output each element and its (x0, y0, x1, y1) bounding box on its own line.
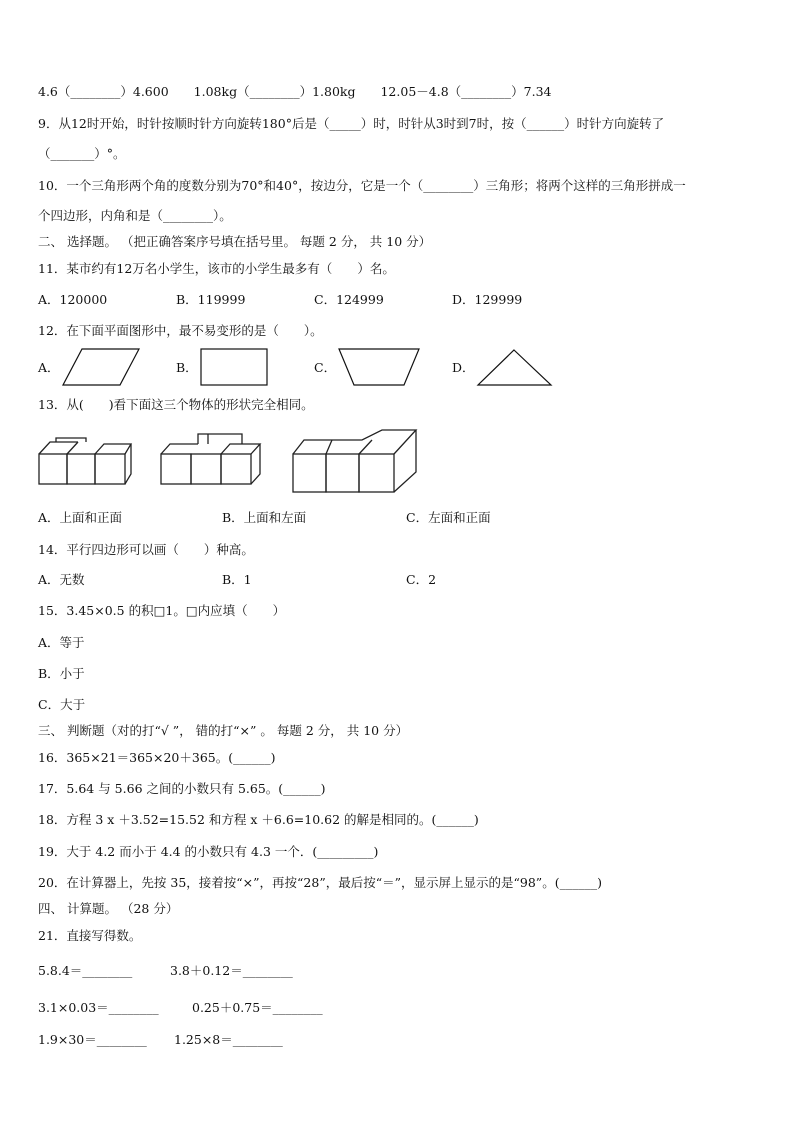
calc-item-1: 5.8.4＝________ (38, 963, 133, 978)
cube-object-2 (160, 430, 270, 488)
q13-option-c[interactable]: C．左面和正面 (406, 510, 491, 525)
calc-item-4: 0.25＋0.75＝________ (192, 1000, 323, 1015)
q11-option-c[interactable]: C．124999 (314, 292, 384, 307)
calc-item-5: 1.9×30＝________ (38, 1032, 147, 1047)
q12-stem: 12．在下面平面图形中，最不易变形的是（ ）。 (38, 323, 323, 338)
q9-line2: （_______）°。 (38, 146, 126, 161)
calc-item-2: 3.8＋0.12＝________ (170, 963, 293, 978)
q15-stem: 15．3.45×0.5 的积□1。□内应填（ ） (38, 603, 286, 618)
parallelogram-shape (62, 348, 142, 388)
q10-line1: 10．一个三角形两个角的度数分别为70°和40°，按边分，它是一个（________）三角形；将两个这样的三角形拼成一 (38, 178, 686, 193)
triangle-shape (476, 348, 556, 388)
q11-stem: 11．某市约有12万名小学生，该市的小学生最多有（ ）名。 (38, 261, 395, 276)
q9-line1: 9．从12时开始，时针按顺时针方向旋转180°后是（_____）时，时针从3时到7时，按（______）时针方向旋转了 (38, 116, 665, 131)
q20-statement: 20．在计算器上，先按 35，接着按“×”，再按“28”，最后按“＝”，显示屏上显示的是“98”。(______) (38, 875, 602, 890)
q13-stem: 13．从( )看下面这三个物体的形状完全相同。 (38, 397, 314, 412)
calc-item-6: 1.25×8＝________ (174, 1032, 283, 1047)
section-4-heading: 四、 计算题。 （28 分） (38, 901, 179, 916)
q12-option-d[interactable]: D． (452, 360, 475, 375)
q15-option-a[interactable]: A．等于 (38, 635, 85, 650)
q21-stem: 21．直接写得数。 (38, 928, 142, 943)
q12-option-b[interactable]: B． (176, 360, 198, 375)
q15-option-c[interactable]: C．大于 (38, 697, 86, 712)
q14-option-a[interactable]: A．无数 (38, 572, 85, 587)
q11-option-a[interactable]: A．120000 (38, 292, 108, 307)
q14-option-b[interactable]: B．1 (222, 572, 252, 587)
q12-option-a[interactable]: A． (38, 360, 60, 375)
cube-object-1 (38, 436, 134, 488)
q10-line2: 个四边形，内角和是（________）。 (38, 208, 232, 223)
q16-statement: 16．365×21＝365×20＋365。(______) (38, 750, 276, 765)
q14-stem: 14．平行四边形可以画（ ）种高。 (38, 542, 254, 557)
q11-option-b[interactable]: B．119999 (176, 292, 246, 307)
rectangle-shape (200, 348, 270, 388)
q19-statement: 19．大于 4.2 而小于 4.4 的小数只有 4.3 一个．(_________) (38, 844, 379, 859)
cube-object-3 (292, 426, 422, 496)
section-2-heading: 二、 选择题。 （把正确答案序号填在括号里。 每题 2 分， 共 10 分） (38, 234, 432, 249)
q17-statement: 17．5.64 与 5.66 之间的小数只有 5.65。(______) (38, 781, 326, 796)
q8-compare-line: 4.6（________）4.600 1.08kg（________）1.80kg 12.05－4.8（________）7.34 (38, 84, 552, 99)
q18-statement: 18．方程 3 x ＋3.52=15.52 和方程 x ＋6.6=10.62 的解是相同的。(______) (38, 812, 479, 827)
calc-item-3: 3.1×0.03＝________ (38, 1000, 159, 1015)
q13-option-a[interactable]: A．上面和正面 (38, 510, 123, 525)
trapezoid-shape (338, 348, 422, 388)
q12-option-c[interactable]: C． (314, 360, 337, 375)
section-3-heading: 三、 判断题（对的打“√ ”， 错的打“×” 。 每题 2 分， 共 10 分） (38, 723, 409, 738)
q11-option-d[interactable]: D．129999 (452, 292, 523, 307)
q13-option-b[interactable]: B．上面和左面 (222, 510, 307, 525)
q14-option-c[interactable]: C．2 (406, 572, 437, 587)
q15-option-b[interactable]: B．小于 (38, 666, 85, 681)
